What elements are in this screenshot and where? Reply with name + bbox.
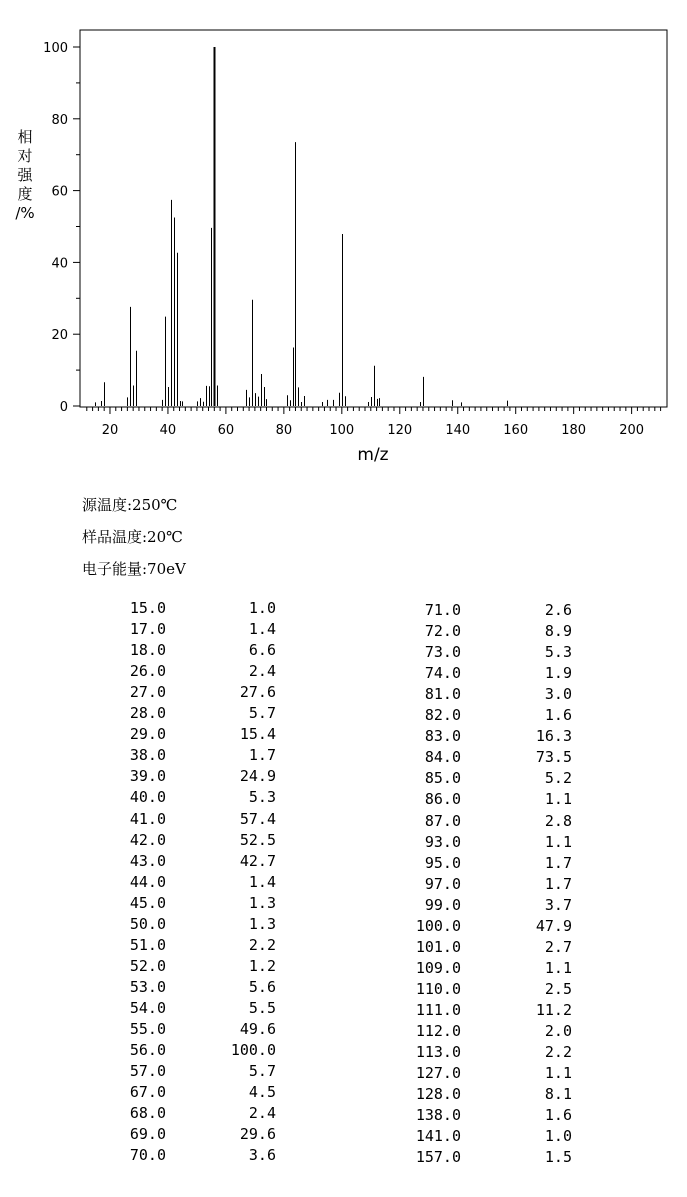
table-intensity-value: 5.3 xyxy=(248,788,276,807)
y-axis-ticks xyxy=(43,41,80,415)
table-mz-value: 52.0 xyxy=(129,956,166,975)
table-mz-value: 83.0 xyxy=(424,727,461,746)
sample-temperature: 样品温度:20℃ xyxy=(82,528,183,546)
x-tick-label: 80 xyxy=(275,423,293,438)
table-intensity-value: 5.7 xyxy=(248,704,276,723)
table-mz-value: 41.0 xyxy=(129,809,166,828)
x-tick-label: 100 xyxy=(329,423,355,438)
table-intensity-value: 1.9 xyxy=(544,664,572,683)
table-intensity-value: 2.6 xyxy=(544,601,572,619)
table-intensity-value: 2.4 xyxy=(248,662,276,681)
x-tick-label: 180 xyxy=(561,423,587,438)
table-mz-value: 56.0 xyxy=(129,1041,166,1060)
table-intensity-value: 100.0 xyxy=(230,1041,276,1060)
table-intensity-value: 1.6 xyxy=(544,1106,572,1125)
table-intensity-value: 1.2 xyxy=(248,956,276,975)
table-intensity-value: 2.5 xyxy=(544,979,572,998)
table-mz-value: 71.0 xyxy=(424,601,461,619)
table-mz-value: 40.0 xyxy=(129,788,166,807)
table-intensity-value: 1.3 xyxy=(248,893,276,912)
table-intensity-value: 1.0 xyxy=(248,599,276,617)
table-intensity-value: 1.0 xyxy=(544,1127,572,1146)
table-intensity-value: 57.4 xyxy=(239,809,276,828)
x-tick-label: 40 xyxy=(159,423,177,438)
table-mz-value: 86.0 xyxy=(424,790,461,809)
table-intensity-value: 1.6 xyxy=(544,706,572,725)
table-intensity-value: 8.9 xyxy=(544,622,572,641)
table-intensity-value: 1.7 xyxy=(544,874,572,893)
table-intensity-value: 1.1 xyxy=(544,958,572,977)
table-mz-value: 28.0 xyxy=(129,704,166,723)
table-intensity-value: 5.7 xyxy=(248,1062,276,1081)
table-intensity-value: 8.1 xyxy=(544,1085,572,1104)
table-intensity-value: 2.0 xyxy=(544,1022,572,1040)
table-mz-value: 54.0 xyxy=(129,998,166,1017)
electron-energy: 电子能量:70eV xyxy=(82,560,186,578)
table-mz-value: 51.0 xyxy=(129,935,166,954)
y-axis-label-char: 相 xyxy=(17,128,33,146)
table-mz-value: 70.0 xyxy=(129,1146,166,1165)
table-mz-value: 87.0 xyxy=(424,811,461,830)
table-mz-value: 55.0 xyxy=(129,1020,166,1038)
table-intensity-value: 16.3 xyxy=(535,727,572,746)
table-intensity-value: 1.1 xyxy=(544,832,572,851)
table-mz-value: 100.0 xyxy=(415,916,461,935)
table-intensity-value: 4.5 xyxy=(248,1083,276,1102)
x-tick-label: 120 xyxy=(387,423,413,438)
table-intensity-value: 1.4 xyxy=(248,872,276,891)
table-mz-value: 26.0 xyxy=(129,662,166,681)
table-mz-value: 81.0 xyxy=(424,685,461,704)
table-mz-value: 157.0 xyxy=(415,1148,461,1167)
table-mz-value: 97.0 xyxy=(424,874,461,893)
table-intensity-value: 2.2 xyxy=(544,1043,572,1062)
table-intensity-value: 1.1 xyxy=(544,790,572,809)
table-mz-value: 138.0 xyxy=(415,1106,461,1125)
table-mz-value: 42.0 xyxy=(129,830,166,849)
table-mz-value: 93.0 xyxy=(424,832,461,851)
table-intensity-value: 24.9 xyxy=(239,767,276,786)
table-intensity-value: 2.4 xyxy=(248,1104,276,1123)
table-intensity-value: 2.8 xyxy=(544,811,572,830)
table-mz-value: 84.0 xyxy=(424,748,461,767)
x-axis-label: m/z xyxy=(357,445,389,465)
y-axis-label-char: 对 xyxy=(17,147,33,165)
x-tick-label: 60 xyxy=(217,423,235,438)
table-intensity-value: 3.6 xyxy=(248,1146,276,1165)
table-intensity-value: 1.7 xyxy=(248,746,276,765)
table-mz-value: 39.0 xyxy=(129,767,166,786)
x-tick-label: 200 xyxy=(619,423,645,438)
table-mz-value: 141.0 xyxy=(415,1127,461,1146)
table-intensity-value: 27.6 xyxy=(239,683,276,702)
table-mz-value: 38.0 xyxy=(129,746,166,765)
y-tick-label: 40 xyxy=(51,256,68,272)
y-axis-label xyxy=(14,128,36,223)
table-mz-value: 53.0 xyxy=(129,977,166,996)
table-intensity-value: 5.6 xyxy=(248,977,276,996)
table-mz-value: 27.0 xyxy=(129,683,166,702)
table-intensity-value: 2.2 xyxy=(248,935,276,954)
table-intensity-value: 6.6 xyxy=(248,641,276,660)
table-intensity-value: 1.7 xyxy=(544,853,572,872)
table-intensity-value: 5.3 xyxy=(544,643,572,662)
table-intensity-value: 42.7 xyxy=(239,851,276,870)
table-intensity-value: 1.5 xyxy=(544,1148,572,1167)
y-tick-label: 60 xyxy=(51,184,68,200)
table-intensity-value: 29.6 xyxy=(239,1125,276,1144)
table-mz-value: 44.0 xyxy=(129,872,166,891)
y-axis-label-char: 度 xyxy=(17,185,33,203)
table-mz-value: 17.0 xyxy=(129,620,166,639)
table-mz-value: 110.0 xyxy=(415,979,461,998)
table-mz-value: 101.0 xyxy=(415,937,461,956)
table-intensity-value: 1.3 xyxy=(248,914,276,933)
table-mz-value: 127.0 xyxy=(415,1064,461,1083)
table-intensity-value: 11.2 xyxy=(535,1000,572,1019)
table-intensity-value: 3.7 xyxy=(544,895,572,914)
x-tick-label: 20 xyxy=(101,423,119,438)
table-intensity-value: 5.5 xyxy=(248,998,276,1017)
table-intensity-value: 1.4 xyxy=(248,620,276,639)
table-mz-value: 95.0 xyxy=(424,853,461,872)
x-tick-label: 140 xyxy=(445,423,471,438)
table-mz-value: 111.0 xyxy=(415,1000,461,1019)
table-mz-value: 74.0 xyxy=(424,664,461,683)
table-mz-value: 85.0 xyxy=(424,769,461,788)
table-mz-value: 109.0 xyxy=(415,958,461,977)
table-mz-value: 67.0 xyxy=(129,1083,166,1102)
plot-frame xyxy=(80,30,667,407)
table-intensity-value: 52.5 xyxy=(239,830,276,849)
table-mz-value: 18.0 xyxy=(129,641,166,660)
table-mz-value: 113.0 xyxy=(415,1043,461,1062)
table-mz-value: 50.0 xyxy=(129,914,166,933)
source-temperature: 源温度:250℃ xyxy=(82,496,178,514)
table-intensity-value: 1.1 xyxy=(544,1064,572,1083)
mass-spectrum-chart xyxy=(0,0,687,470)
y-tick-label: 0 xyxy=(59,400,68,415)
table-intensity-value: 5.2 xyxy=(544,769,572,788)
spectrum-peaks xyxy=(96,47,508,406)
y-axis-label-char: /% xyxy=(15,204,35,222)
y-tick-label: 20 xyxy=(51,328,68,344)
table-mz-value: 73.0 xyxy=(424,643,461,662)
table-mz-value: 15.0 xyxy=(129,599,166,617)
table-intensity-value: 15.4 xyxy=(239,725,276,744)
table-mz-value: 99.0 xyxy=(424,895,461,914)
y-tick-label: 100 xyxy=(43,41,68,56)
table-mz-value: 29.0 xyxy=(129,725,166,744)
table-intensity-value: 73.5 xyxy=(535,748,572,767)
y-axis-label-char: 强 xyxy=(17,166,33,184)
table-mz-value: 69.0 xyxy=(129,1125,166,1144)
table-intensity-value: 2.7 xyxy=(544,937,572,956)
table-intensity-value: 47.9 xyxy=(535,916,572,935)
y-tick-label: 80 xyxy=(51,112,68,128)
table-mz-value: 57.0 xyxy=(129,1062,166,1081)
x-tick-label: 160 xyxy=(503,423,529,438)
table-mz-value: 72.0 xyxy=(424,622,461,641)
table-intensity-value: 49.6 xyxy=(239,1020,276,1038)
table-mz-value: 45.0 xyxy=(129,893,166,912)
table-mz-value: 68.0 xyxy=(129,1104,166,1123)
table-intensity-value: 3.0 xyxy=(544,685,572,704)
table-mz-value: 82.0 xyxy=(424,706,461,725)
table-mz-value: 128.0 xyxy=(415,1085,461,1104)
x-axis-ticks xyxy=(87,407,661,438)
table-mz-value: 112.0 xyxy=(415,1022,461,1040)
table-mz-value: 43.0 xyxy=(129,851,166,870)
